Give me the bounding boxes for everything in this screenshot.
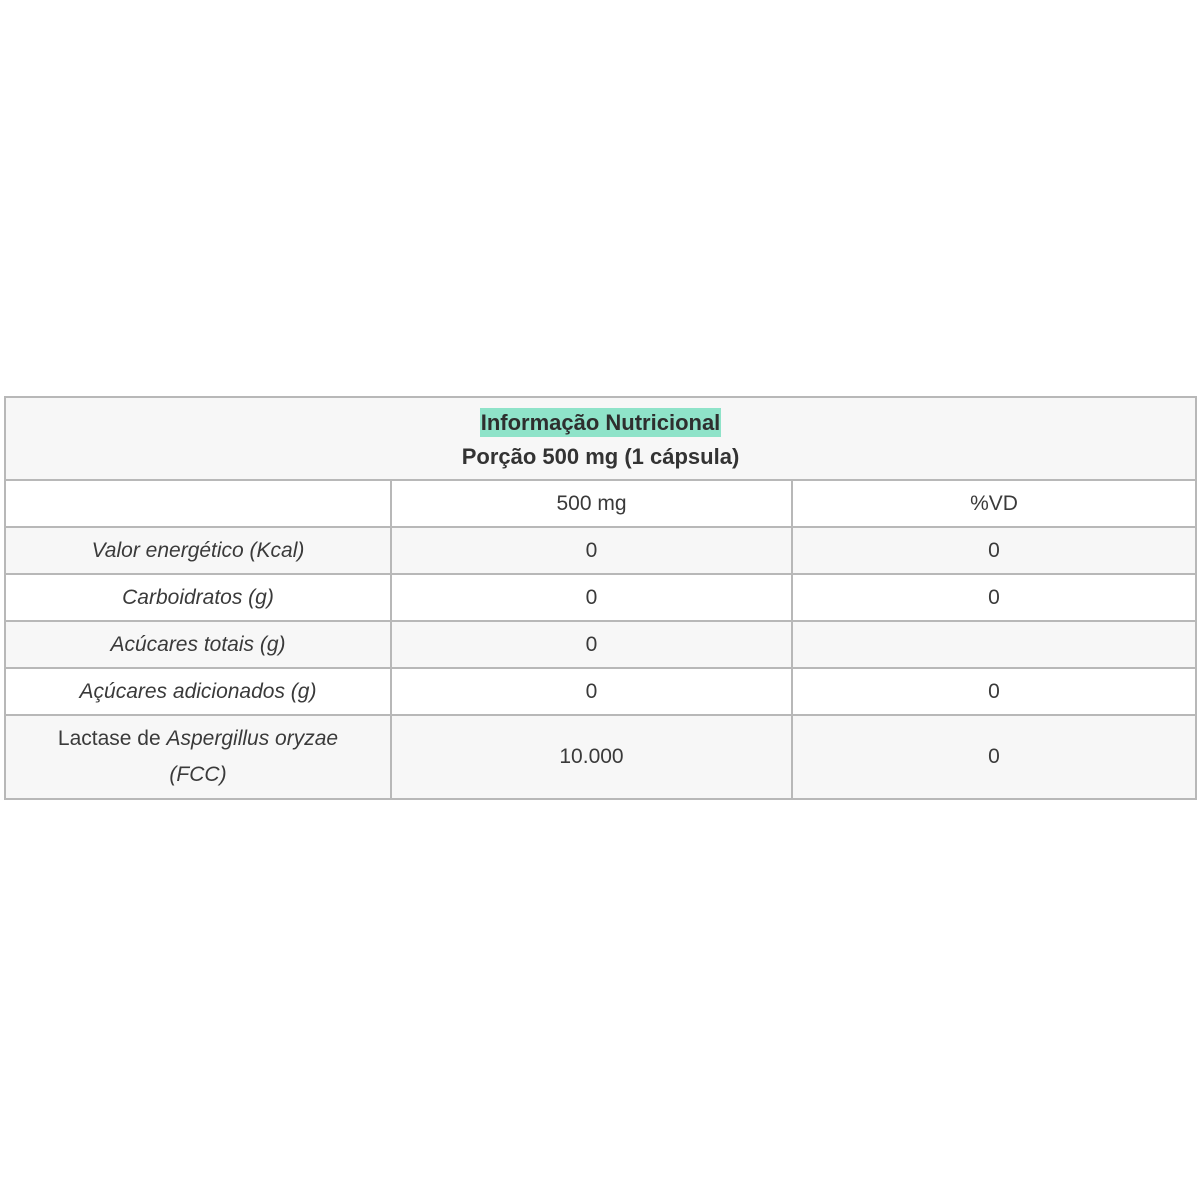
nutrient-dv: 0 [792,574,1196,621]
nutrition-table-container [4,396,1195,800]
table-row [5,668,1196,715]
nutrient-amount: 0 [391,574,792,621]
table-header-cell [5,397,1196,480]
nutrient-dv: 0 [792,668,1196,715]
nutrient-name: Carboidratos (g) [5,574,391,621]
table-title: Informação Nutricional [480,409,721,435]
nutrient-name-prefix: Lactase de [57,727,167,750]
nutrient-name-species: Aspergillus oryzae [166,727,339,750]
nutrient-amount: 0 [391,527,792,574]
nutrition-facts-table [4,396,1197,800]
table-subtitle: Porção 500 mg (1 cápsula) [461,443,740,469]
nutrient-amount: 10.000 [391,715,792,799]
table-row [5,574,1196,621]
nutrient-amount: 0 [391,621,792,668]
nutrient-amount: 0 [391,668,792,715]
nutrient-dv: 0 [792,527,1196,574]
column-header-dv: %VD [792,480,1196,527]
column-header-nutrient [5,480,391,527]
nutrient-dv [792,621,1196,668]
nutrient-dv: 0 [792,715,1196,799]
nutrient-name: Valor energético (Kcal) [5,527,391,574]
nutrient-name: Acúcares totais (g) [5,621,391,668]
table-title-line [14,407,1187,439]
column-header-row [5,480,1196,527]
nutrient-name-suffix: (FCC) [169,763,227,786]
nutrient-name [5,715,391,799]
column-header-amount: 500 mg [391,480,792,527]
table-row [5,527,1196,574]
table-row [5,621,1196,668]
table-header-row [5,397,1196,480]
nutrient-name: Açúcares adicionados (g) [5,668,391,715]
table-row [5,715,1196,799]
